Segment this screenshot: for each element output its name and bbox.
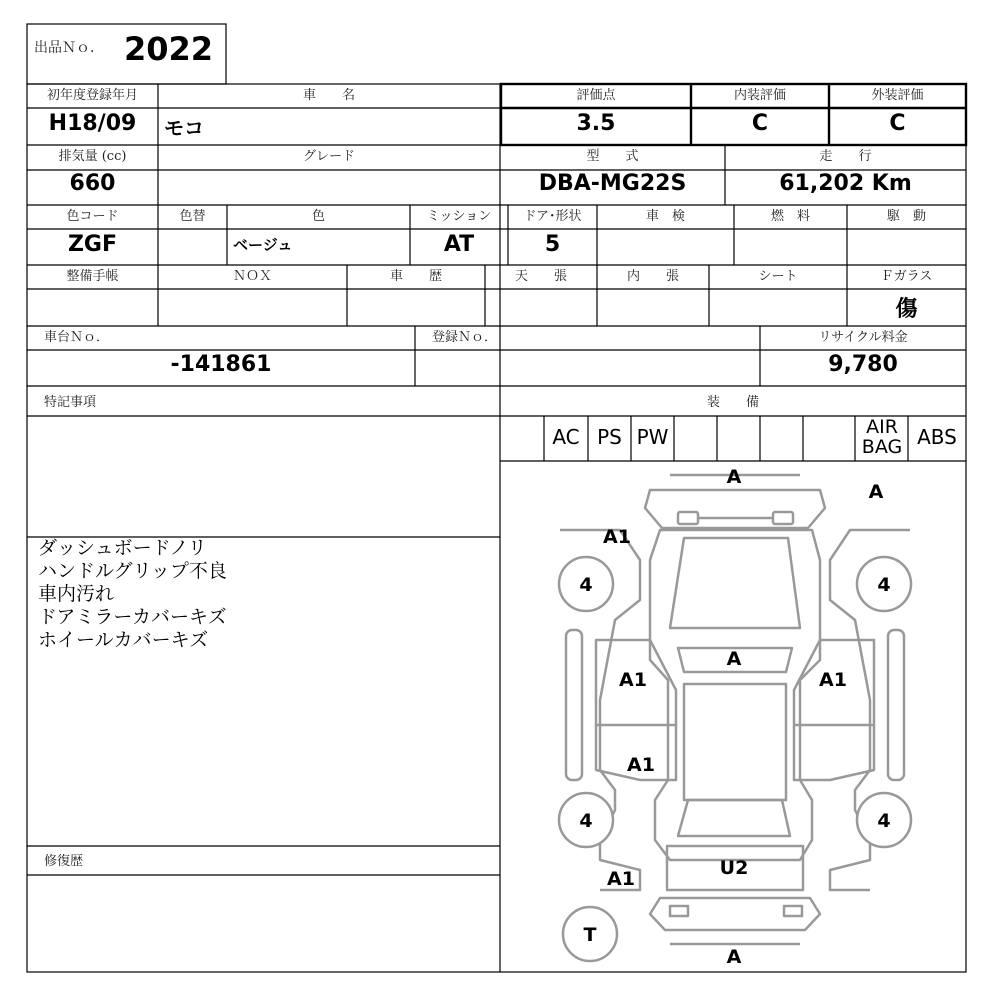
drive-label: 駆 動 — [886, 209, 926, 224]
equipment-abs: ABS — [917, 425, 957, 449]
note-item: ハンドルグリップ不良 — [38, 560, 227, 582]
seat-label: シート — [758, 269, 798, 284]
door-label: ドア･形状 — [523, 209, 582, 224]
mileage-label: 走 行 — [819, 149, 872, 164]
mark-left-rear-door: A1 — [627, 754, 655, 776]
transmission-value: AT — [443, 232, 475, 257]
displacement-value: 660 — [69, 171, 116, 196]
mark-tire-rear-right: 4 — [877, 810, 891, 832]
registration-label: 登録Ｎｏ． — [432, 330, 498, 345]
mark-spare-tire: T — [583, 924, 597, 946]
equipment-ac: AC — [552, 425, 580, 449]
note-item: ドアミラーカバーキズ — [38, 606, 227, 628]
lot-number-label: 出品Ｎｏ． — [34, 40, 104, 56]
reg-date-value: H18/09 — [48, 111, 137, 136]
equipment-airbag: AIR BAG — [861, 416, 903, 458]
score-label: 評価点 — [576, 88, 616, 103]
inspection-label: 車 検 — [645, 209, 685, 224]
mark-right-front-door: A1 — [819, 669, 847, 691]
note-item: 車内汚れ — [38, 583, 115, 605]
mark-tire-front-left: 4 — [579, 574, 593, 596]
recycle-label: リサイクル料金 — [818, 330, 908, 345]
exterior-score-value: C — [889, 111, 906, 136]
grade-label: グレード — [302, 149, 355, 164]
car-damage-diagram — [500, 461, 966, 971]
color-code-label: 色コード — [66, 209, 119, 224]
notes-list — [38, 537, 493, 652]
notes-label: 特記事項 — [44, 395, 97, 410]
mark-front-glass: A — [868, 481, 884, 503]
mark-left-front-door: A1 — [619, 669, 647, 691]
fuel-label: 燃 料 — [770, 209, 810, 224]
score-value: 3.5 — [576, 111, 616, 136]
equipment-ps: PS — [597, 425, 622, 449]
mark-tire-front-right: 4 — [877, 574, 891, 596]
mark-back-door: U2 — [719, 857, 749, 879]
model-value: DBA-MG22S — [538, 171, 687, 196]
note-item: ホイールカバーキズ — [38, 629, 209, 651]
mark-rear-bumper: A — [726, 946, 742, 968]
mark-roof: A — [726, 648, 742, 670]
displacement-label: 排気量 (cc) — [58, 149, 127, 164]
mark-front-bumper: A — [726, 466, 742, 488]
interior-trim-label: 内 張 — [626, 269, 679, 284]
color-label: 色 — [311, 209, 325, 224]
chassis-label: 車台Ｎｏ． — [44, 330, 110, 345]
color-change-label: 色替 — [179, 209, 206, 224]
transmission-label: ミッション — [426, 209, 492, 224]
color-code-value: ZGF — [67, 232, 118, 257]
recycle-value: 9,780 — [828, 352, 898, 377]
interior-score-value: C — [751, 111, 769, 136]
exterior-score-label: 外装評価 — [871, 88, 924, 103]
note-item: ダッシュボードノリ — [38, 537, 207, 559]
equipment-label: 装 備 — [706, 395, 759, 410]
front-glass-value: 傷 — [895, 296, 918, 322]
mark-hood: A1 — [603, 526, 631, 548]
front-glass-label: Ｆガラス — [880, 269, 933, 284]
maintenance-label: 整備手帳 — [66, 269, 119, 284]
car-name-label: 車 名 — [302, 88, 355, 103]
equipment-pw: PW — [636, 425, 669, 449]
reg-date-label: 初年度登録年月 — [46, 88, 138, 103]
mileage-value: 61,202 Km — [779, 171, 912, 196]
nox-label: ＮＯＸ — [232, 269, 272, 284]
ceiling-label: 天 張 — [514, 269, 567, 284]
model-label: 型 式 — [586, 149, 639, 164]
history-label: 車 歴 — [389, 269, 442, 284]
mark-rear-quarter-left: A1 — [607, 868, 635, 890]
interior-score-label: 内装評価 — [733, 88, 786, 103]
repair-label: 修復歴 — [44, 854, 84, 869]
car-name-value: モコ — [164, 116, 204, 140]
lot-number-value: 2022 — [124, 30, 214, 68]
color-value: ベージュ — [233, 236, 293, 254]
mark-tire-rear-left: 4 — [579, 810, 593, 832]
chassis-value: -141861 — [170, 352, 272, 377]
door-value: 5 — [544, 232, 561, 257]
